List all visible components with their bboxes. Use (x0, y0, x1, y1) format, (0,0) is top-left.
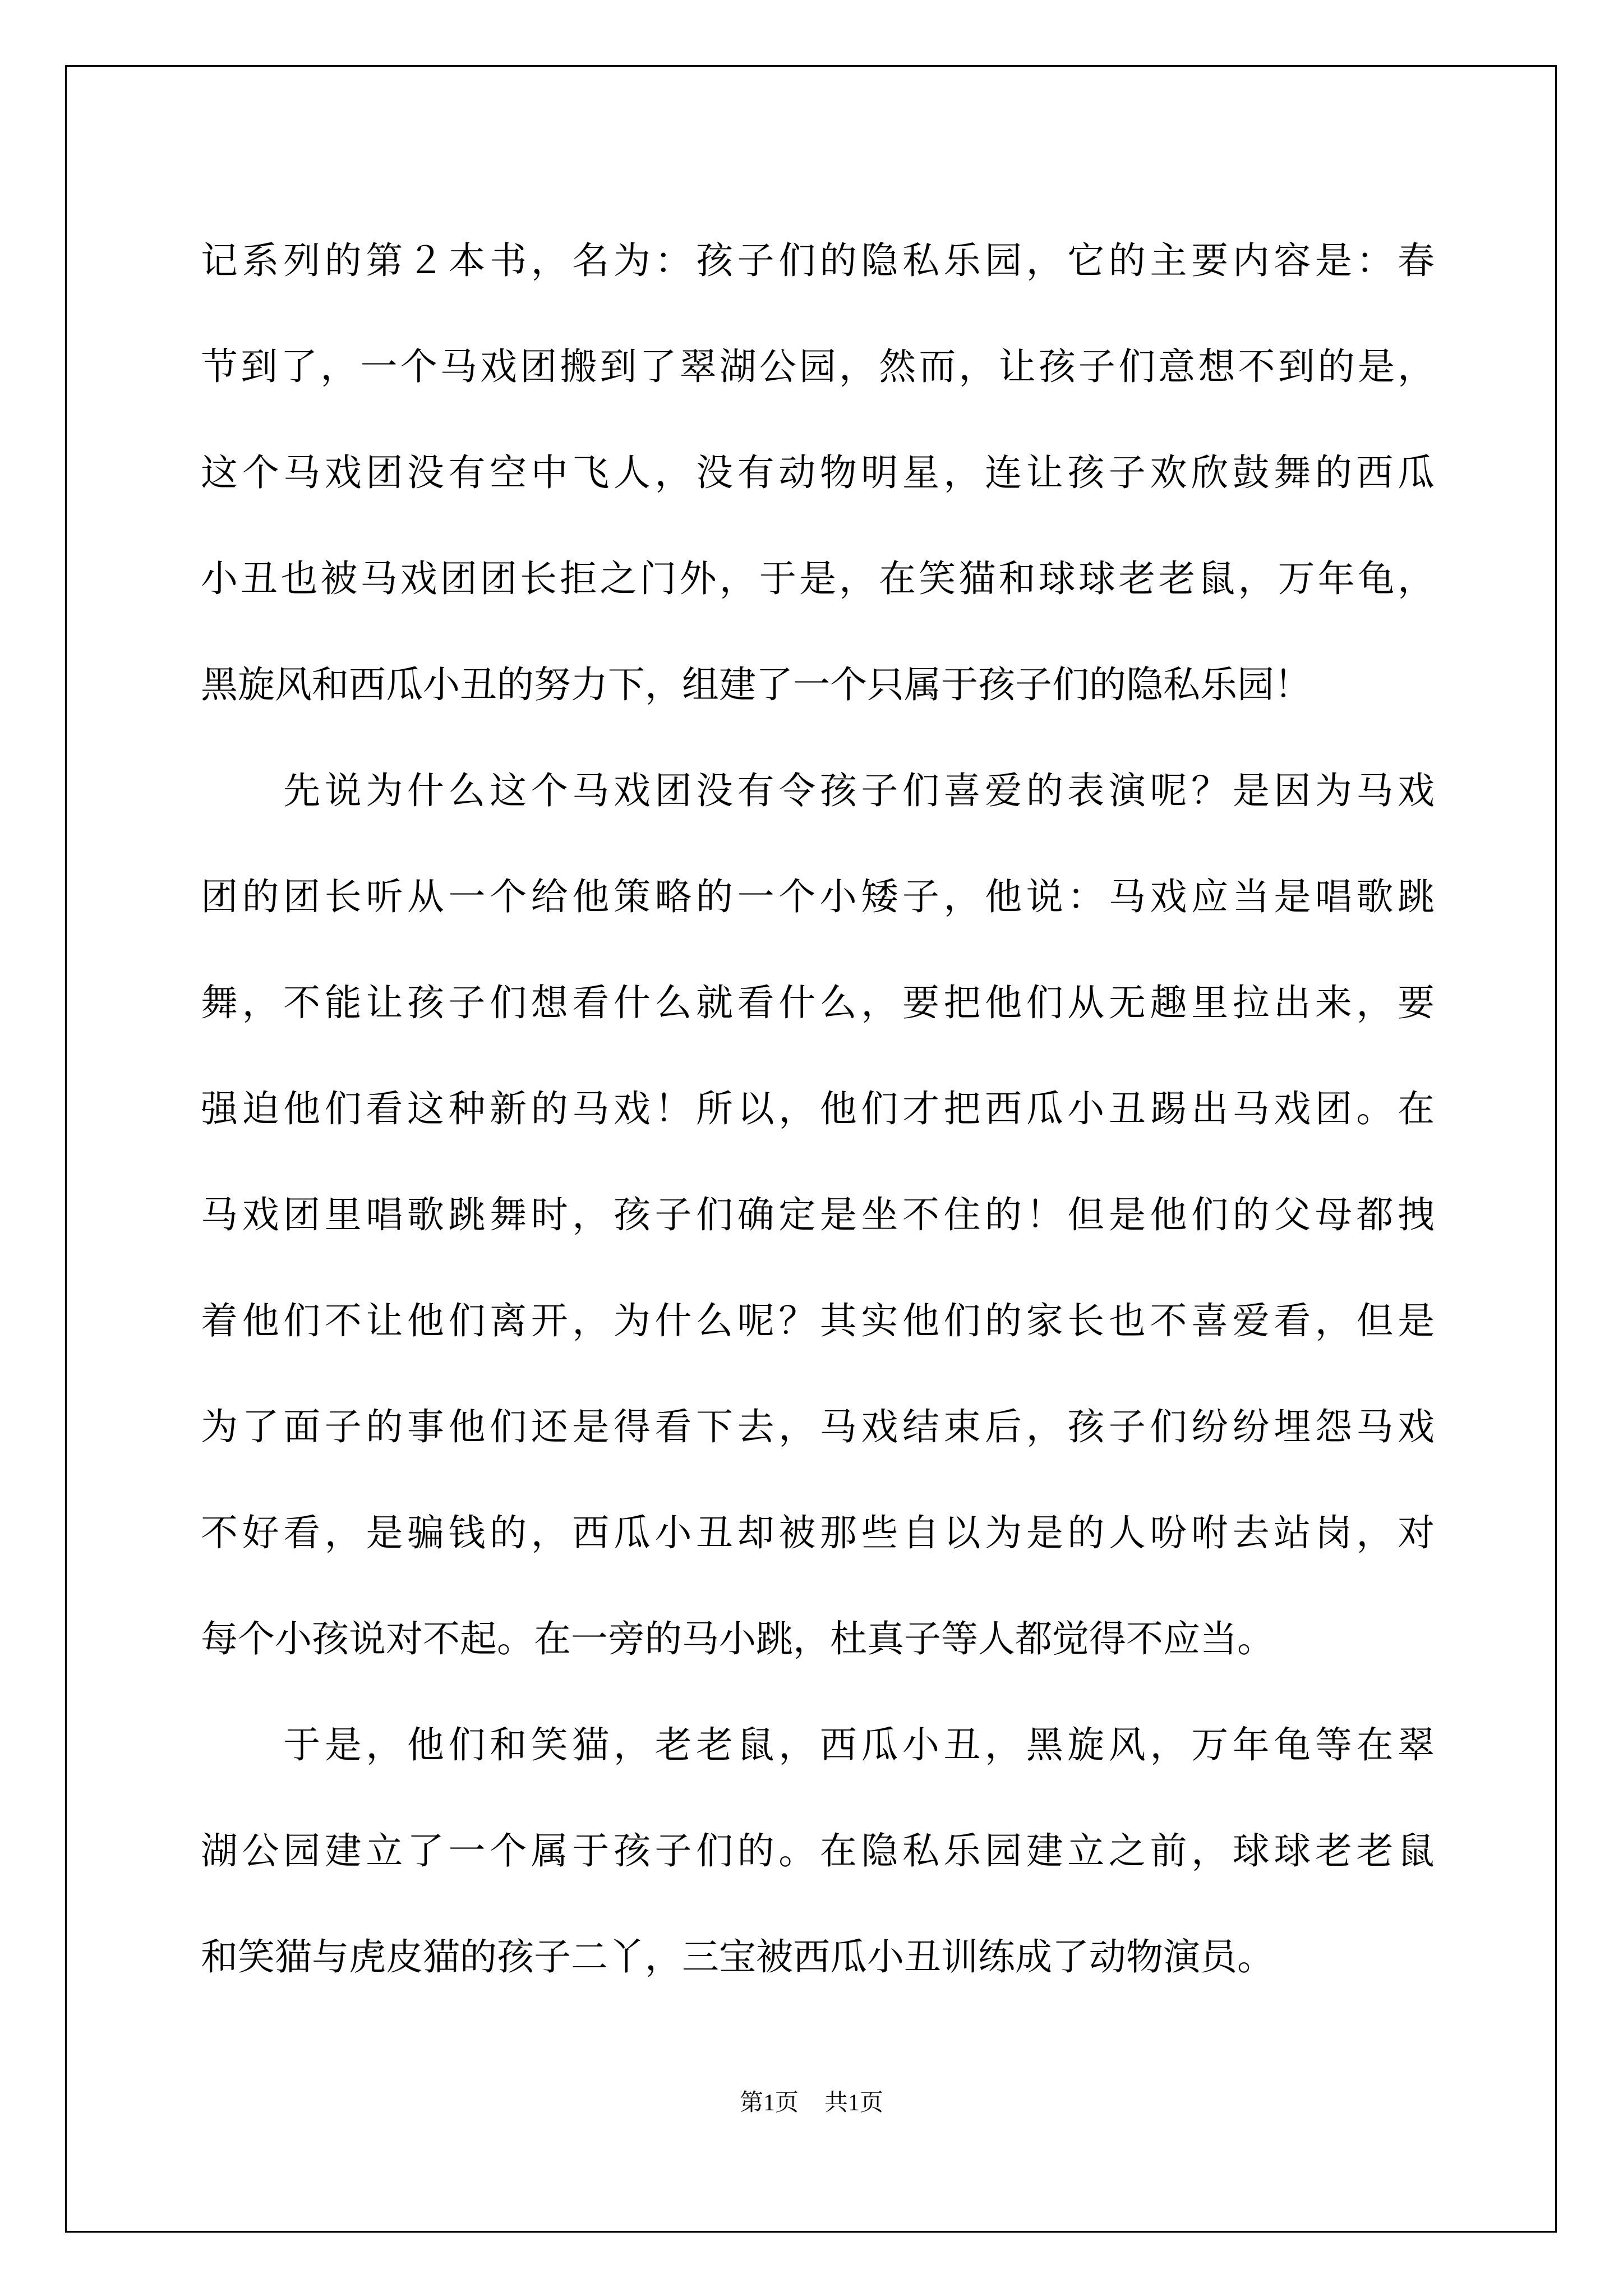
text-line: 湖公园建立了一个属于孩子们的。在隐私乐园建立之前，球球老老鼠 (201, 1829, 1435, 1872)
text-line: 为了面子的事他们还是得看下去，马戏结束后，孩子们纷纷埋怨马戏 (201, 1405, 1435, 1448)
text-line: 团的团长听从一个给他策略的一个小矮子，他说：马戏应当是唱歌跳 (201, 875, 1435, 918)
text-line: 马戏团里唱歌跳舞时，孩子们确定是坐不住的！但是他们的父母都拽 (201, 1193, 1435, 1236)
page-footer (0, 2084, 1623, 2118)
text-line: 强迫他们看这种新的马戏！所以，他们才把西瓜小丑踢出马戏团。在 (201, 1087, 1435, 1130)
text-line: 小丑也被马戏团团长拒之门外，于是，在笑猫和球球老老鼠，万年龟， (201, 557, 1435, 600)
text-line: 黑旋风和西瓜小丑的努力下，组建了一个只属于孩子们的隐私乐园！ (201, 663, 1311, 706)
text-line: 和笑猫与虎皮猫的孩子二丫，三宝被西瓜小丑训练成了动物演员。 (201, 1935, 1274, 1978)
text-line: 不好看，是骗钱的，西瓜小丑却被那些自以为是的人吩咐去站岗，对 (201, 1511, 1435, 1554)
text-line: 舞，不能让孩子们想看什么就看什么，要把他们从无趣里拉出来，要 (201, 981, 1435, 1024)
page-total: 共1页 (824, 2090, 884, 2116)
text-line: 着他们不让他们离开，为什么呢？其实他们的家长也不喜爱看，但是 (201, 1299, 1435, 1342)
text-line: 这个马戏团没有空中飞人，没有动物明星，连让孩子欢欣鼓舞的西瓜 (201, 451, 1435, 494)
text-line: 每个小孩说对不起。在一旁的马小跳，杜真子等人都觉得不应当。 (201, 1617, 1274, 1660)
text-line: 于是，他们和笑猫，老老鼠，西瓜小丑，黑旋风，万年龟等在翠 (201, 1723, 1435, 1766)
text-line: 节到了，一个马戏团搬到了翠湖公园，然而，让孩子们意想不到的是， (201, 345, 1435, 388)
document-body (201, 208, 1435, 2010)
text-line: 记系列的第２本书，名为：孩子们的隐私乐园，它的主要内容是：春 (201, 239, 1435, 282)
page-number: 第1页 (739, 2090, 799, 2116)
text-line: 先说为什么这个马戏团没有令孩子们喜爱的表演呢？是因为马戏 (201, 769, 1435, 812)
